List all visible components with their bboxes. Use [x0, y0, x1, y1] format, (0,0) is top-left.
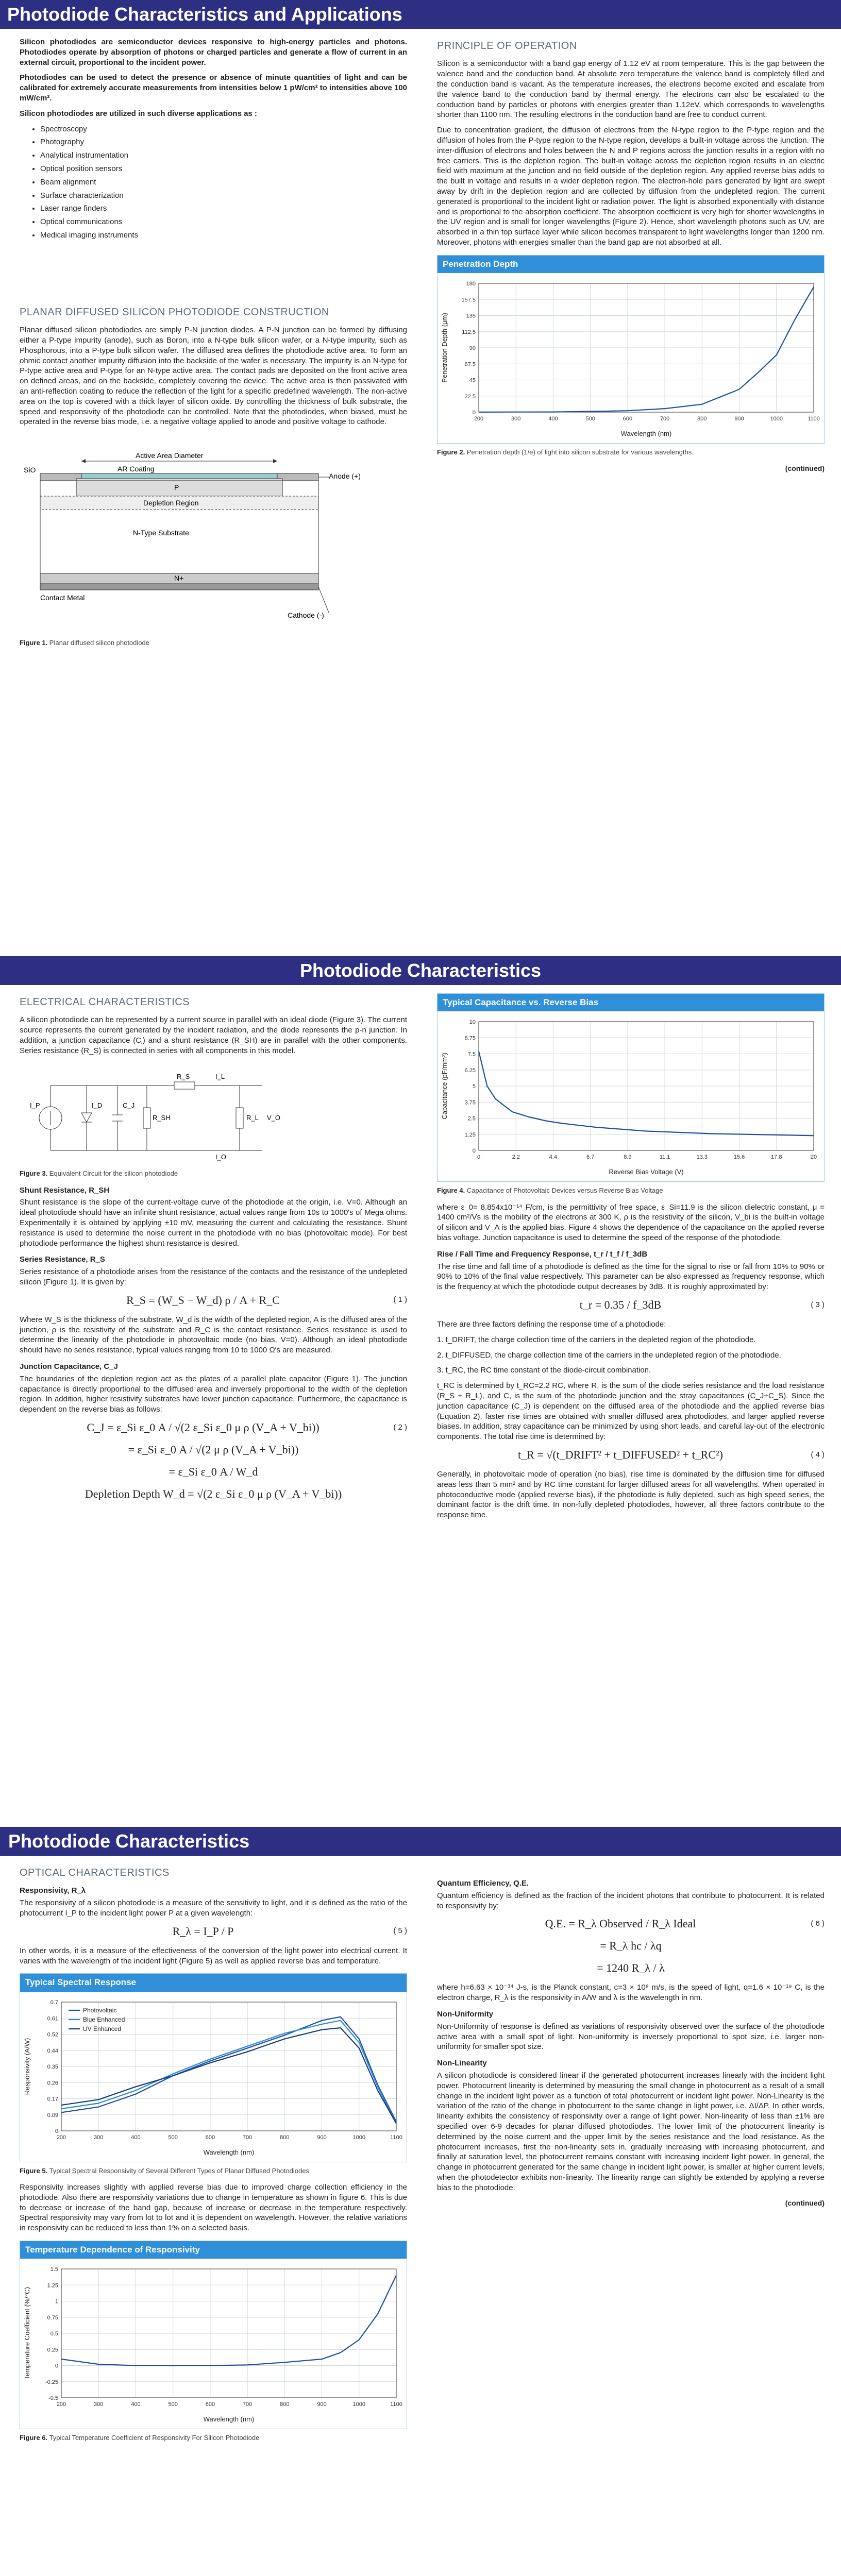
- legend-label: Photovoltaic: [83, 2006, 117, 2014]
- chart-svg: [438, 273, 824, 443]
- x-tick-label: 1100: [808, 416, 820, 422]
- x-tick-label: 200: [56, 2401, 66, 2408]
- y-tick-label: 1.5: [50, 2266, 58, 2273]
- intro-paragraph: Photodiodes can be used to detect the presence or absence of minute quantities of light and can be calibrated for extremely accurate measurements from intensities below 1 pW/cm² to intensities above 100 mW/cm².: [20, 73, 407, 103]
- photodiode-cross-section-diagram: [20, 443, 407, 633]
- x-tick-label: 700: [242, 2401, 253, 2408]
- x-tick-label: 0: [477, 1154, 481, 1161]
- list-item: • Analytical instrumentation: [40, 150, 407, 161]
- body-text: There are three factors defining the response time of a photodiode:: [437, 1320, 666, 1329]
- label-io: I_O: [215, 1153, 226, 1161]
- x-tick-label: 800: [280, 2401, 290, 2408]
- label-rl: R_L: [246, 1113, 259, 1122]
- subsection-title: Non-Uniformity: [437, 2010, 494, 2019]
- figure-caption: Figure 5. Typical Spectral Responsivity of Several Different Types of Planar Diffused Photodiodes: [20, 2166, 309, 2175]
- subsection-title: Rise / Fall Time and Frequency Response, t_r / t_f / f_3dB: [437, 1249, 648, 1259]
- label-cj: C_J: [123, 1101, 135, 1109]
- x-tick-label: 11.1: [659, 1154, 670, 1161]
- chart-svg: [20, 1992, 407, 2162]
- page-banner: Photodiode Characteristics and Applications: [0, 0, 841, 29]
- y-tick-label: -0.5: [48, 2395, 58, 2402]
- body-text: The rise time and fall time of a photodiode is defined as the time for the signal to rise or fall from 10% to 90% or 90% to 10% of the final value respectively. This parameter can be also expressed as frequency response, which is the frequency at which the photodiode output decreases by 3dB. It is roughly approximated by:: [437, 1262, 825, 1292]
- x-tick-label: 700: [660, 416, 670, 422]
- x-tick-label: 300: [94, 2134, 104, 2141]
- y-tick-label: 112.5: [462, 329, 476, 335]
- y-tick-label: 0.35: [47, 2063, 58, 2070]
- x-tick-label: 200: [474, 416, 484, 422]
- label-ar-coating: AR Coating: [117, 465, 155, 473]
- equation: Q.E. = R_λ Observed / R_λ Ideal ( 6 ): [545, 1917, 825, 1930]
- body-text: 3. t_RC, the RC time constant of the diode-circuit combination.: [437, 1366, 651, 1375]
- x-tick-label: 15.6: [733, 1154, 745, 1161]
- label-n-plus: N+: [174, 574, 184, 583]
- x-tick-label: 900: [734, 416, 744, 422]
- label-vo: V_O: [267, 1113, 281, 1122]
- label-sio2: SiO: [24, 466, 36, 474]
- y-tick-label: 180: [466, 281, 476, 287]
- chart-svg: [20, 2259, 407, 2429]
- series-line: [61, 2028, 396, 2124]
- series-line: [61, 2016, 396, 2122]
- page-1: [0, 0, 841, 953]
- body-text: The boundaries of the depletion region act as the plates of a parallel plate capacitor (Figure 1). The junction capacitance is directly proportional to the diffused area and inversely proportional to the width of the depletion region. In addition, higher resistivity substrates have lower junction capacitance. Furthermore, the capacitance is dependent on the reverse bias as follows:: [20, 1374, 407, 1414]
- figure-caption: Figure 4. Capacitance of Photovoltaic Devices versus Reverse Bias Voltage: [437, 1187, 663, 1195]
- intro-paragraph: Silicon photodiodes are utilized in such diverse applications as :: [20, 109, 257, 118]
- subsection-title: Junction Capacitance, C_J: [20, 1362, 118, 1371]
- subsection-title: Quantum Efficiency, Q.E.: [437, 1879, 529, 1888]
- page-banner: Photodiode Characteristics: [0, 956, 841, 985]
- x-tick-label: 600: [623, 416, 633, 422]
- y-tick-label: 67.5: [464, 361, 476, 368]
- equation: = ε_Si ε_0 A / W_d: [169, 1465, 258, 1478]
- label-rs: R_S: [177, 1072, 190, 1080]
- y-axis-label: Penetration Depth (µm): [441, 313, 448, 383]
- subsection-title: Series Resistance, R_S: [20, 1255, 105, 1264]
- x-axis-label: Wavelength (nm): [203, 2415, 255, 2424]
- x-tick-label: 700: [242, 2134, 253, 2141]
- equation: = ε_Si ε_0 A / √(2 μ ρ (V_A + V_bi)): [128, 1443, 299, 1456]
- x-tick-label: 1000: [770, 416, 783, 422]
- y-tick-label: 135: [466, 313, 476, 319]
- y-tick-label: 0: [472, 1148, 476, 1155]
- y-tick-label: 0.52: [47, 2031, 58, 2038]
- x-axis-label: Wavelength (nm): [620, 430, 672, 438]
- page-2: [0, 953, 841, 1824]
- equation: Depletion Depth W_d = √(2 ε_Si ε_0 μ ρ (V_A + V_bi)): [85, 1487, 342, 1500]
- penetration-depth-chart: [437, 255, 825, 444]
- y-tick-label: 0.17: [47, 2096, 58, 2103]
- page-3: [0, 1824, 841, 2576]
- equation: R_λ = I_P / P ( 5 ): [172, 1924, 407, 1938]
- x-axis-label: Wavelength (nm): [203, 2148, 255, 2156]
- equation: R_S = (W_S − W_d) ρ / A + R_C ( 1 ): [126, 1293, 407, 1307]
- y-tick-label: 90: [469, 345, 476, 352]
- y-tick-label: 45: [469, 377, 476, 384]
- figure-caption: Figure 6. Typical Temperature Coefficient of Responsivity For Silicon Photodiode: [20, 2434, 260, 2442]
- x-tick-label: 20: [810, 1154, 817, 1161]
- subsection-title: Shunt Resistance, R_SH: [20, 1185, 110, 1195]
- y-tick-label: 7.5: [467, 1051, 476, 1058]
- subsection-title: Responsivity, R_λ: [20, 1886, 86, 1895]
- x-tick-label: 4.4: [549, 1154, 558, 1161]
- y-tick-label: 6.25: [464, 1067, 476, 1074]
- x-tick-label: 6.7: [586, 1154, 595, 1161]
- label-anode: Anode (+): [329, 472, 361, 481]
- body-text: Generally, in photovoltaic mode of operation (no bias), rise time is dominated by the diffusion time for diffused areas less than 5 mm² and by RC time constant for larger diffused areas for all wavelengths. When operated in photoconductive mode (applied reverse bias), if the photodiode is fully depleted, such as high speed series, the dominant factor is the drift time. In non-fully depleted photodiodes, however, all three factors contribute to the response time.: [437, 1470, 825, 1520]
- y-tick-label: 0.7: [50, 1999, 58, 2006]
- right-column: [437, 1864, 825, 2208]
- x-tick-label: 500: [168, 2401, 178, 2408]
- y-tick-label: -0.25: [45, 2379, 58, 2386]
- label-depletion: Depletion Region: [143, 499, 199, 507]
- body-text: Where W_S is the thickness of the substrate, W_d is the width of the depleted region, A is the diffused area of the junction, ρ is the resistivity of the substrate and R_C is the contact resistance. Series resistance is used to determine the linearity of the photodiode in photovoltaic mode (no bias, V=0). Although an ideal photodiode should have no series resistance, typical values ranging from 10 to 1000 Ω's are measured.: [20, 1315, 407, 1355]
- list-item: • Spectroscopy: [40, 124, 407, 134]
- body-text: Planar diffused silicon photodiodes are simply P-N junction diodes. A P-N junction can be formed by diffusing either a P-type impurity (anode), such as Boron, into a N-type bulk silicon wafer, or a N-type impurity, such as Phosphorous, into a P-type bulk silicon wafer. The diffused area defines the photodiode active area. To form an ohmic contact another impurity diffusion into the backside of the wafer is necessary. The impurity is an N-type for P-type active area and P-type for an N-type active area. The contact pads are deposited on the front active area on defined areas, and on the backside, completely covering the device. The active area is then passivated with an anti-reflection coating to reduce the reflection of the light for a specific predefined wavelength. The non-active area on the top is covered with a thick layer of silicon oxide. By controlling the thickness of bulk substrate, the speed and responsivity of the photodiode can be controlled. Note that the photodiodes, when biased, must be operated in the reverse bias mode, i.e. a negative voltage applied to anode and positive voltage to cathode.: [20, 326, 407, 427]
- body-text: Shunt resistance is the slope of the current-voltage curve of the photodiode at the origin, i.e. V=0. Although an ideal photodiode should have an infinite shunt resistance, actual values range from 10s to 1000's of Mega ohms. Experimentally it is obtained by applying ±10 mV, measuring the current and calculating the resistance. Shunt resistance is used to determine the noise current in the photodiode with no bias (photovoltaic mode). For best photodiode performance the highest shunt resistance is desired.: [20, 1198, 407, 1248]
- body-text: A silicon photodiode can be represented by a current source in parallel with an ideal diode (Figure 3). The current source represents the current generated by the incident radiation, and the diode represents the p-n junction. In addition, a junction capacitance (Cⱼ) and a shunt resistance (R_SH) are in parallel with the other components. Series resistance (R_S) is connected in series with all components in this model.: [20, 1015, 407, 1055]
- x-tick-label: 600: [205, 2401, 215, 2408]
- right-column: [437, 993, 825, 1526]
- body-text: Due to concentration gradient, the diffusion of electrons from the N-type region to the P-type region and the diffusion of holes from the P-type region to the N-type region, develops a built-in voltage across the junction. The inter-diffusion of electrons and holes between the N and P regions across the junction results in a region with no free carriers. This is the depletion region. The built-in voltage across the depletion region results in an electric field with maximum at the junction and no field outside of the depletion region. Any applied reverse bias adds to the built in voltage and results in a wider depletion region. The electron-hole pairs generated by light are swept away by drift in the depletion region and are collected by diffusion from the undepleted region. The current generated is proportional to the incident light or radiation power. The light is absorbed exponentially with distance and is proportional to the absorption coefficient. The absorption coefficient is very high for shorter wavelengths in the UV region and is small for longer wavelengths (Figure 2). Hence, short wavelength photons such as UV, are absorbed in a thin top surface layer while silicon becomes transparent to light wavelengths longer than 1200 nm. Moreover, photons with energies smaller than the band gap are not absorbed at all.: [437, 126, 825, 247]
- section-title: PLANAR DIFFUSED SILICON PHOTODIODE CONSTRUCTION: [20, 306, 329, 318]
- y-tick-label: 1: [55, 2298, 58, 2305]
- y-tick-label: 5: [472, 1083, 476, 1090]
- chart-title: Temperature Dependence of Responsivity: [20, 2241, 407, 2259]
- page-banner: Photodiode Characteristics: [0, 1827, 841, 1856]
- label-ip: I_P: [30, 1101, 40, 1109]
- left-column: [20, 37, 407, 654]
- list-item: • Optical communications: [40, 217, 407, 227]
- y-tick-label: 0.75: [47, 2315, 58, 2321]
- label-id: I_D: [92, 1101, 103, 1109]
- x-tick-label: 200: [56, 2134, 66, 2141]
- equation: C_J = ε_Si ε_0 A / √(2 ε_Si ε_0 μ ρ (V_A + V_bi)) ( 2 ): [87, 1420, 407, 1434]
- x-tick-label: 500: [585, 416, 595, 422]
- y-tick-label: 0.09: [47, 2112, 58, 2119]
- list-item: • Surface characterization: [40, 191, 407, 201]
- y-tick-label: 0: [55, 2128, 58, 2134]
- x-tick-label: 900: [317, 2134, 327, 2141]
- equation: t_R = √(t_DRIFT² + t_DIFFUSED² + t_RC²) ( 4 ): [518, 1448, 825, 1461]
- x-tick-label: 400: [131, 2401, 141, 2408]
- equation: = 1240 R_λ / λ: [597, 1961, 665, 1975]
- list-item: • Optical position sensors: [40, 164, 407, 174]
- equation: = R_λ hc / λq: [600, 1939, 662, 1953]
- section-title: ELECTRICAL CHARACTERISTICS: [20, 996, 190, 1008]
- section-title: PRINCIPLE OF OPERATION: [437, 40, 577, 52]
- y-tick-label: 157.5: [461, 297, 476, 303]
- y-axis-label: Capacitance (pF/mm²): [441, 1053, 448, 1120]
- body-text: Quantum efficiency is defined as the fraction of the incident photons that contribute to photocurrent. It is related to responsivity by:: [437, 1891, 825, 1910]
- chart-title: Penetration Depth: [438, 256, 824, 273]
- list-item: • Photography: [40, 137, 407, 147]
- body-text: Series resistance of a photodiode arises from the resistance of the contacts and the resistance of the undepleted silicon (Figure 1). It is given by:: [20, 1267, 407, 1286]
- body-text: Silicon is a semiconductor with a band gap energy of 1.12 eV at room temperature. This is the gap between the valence band and the conduction band. At absolute zero temperature the valence band is completely filled and the conduction band is vacant. As the temperature increases, the electrons become excited and escalate from the valence band to the conduction band by thermal energy. The electrons can also be escalated to the conduction band by particles or photons with energies greater than 1.12eV, which corresponds to wavelengths shorter than 1100 nm. The resulting electrons in the conduction band are free to conduct current.: [437, 59, 825, 120]
- chart-title: Typical Capacitance vs. Reverse Bias: [438, 994, 824, 1011]
- figure-caption: Figure 2. Penetration depth (1/e) of light into silicon substrate for various wavelengths.: [437, 448, 694, 456]
- spectral-response-chart: [20, 1973, 407, 2162]
- body-text: 2. t_DIFFUSED, the charge collection time of the carriers in the undepleted region of the photodiode.: [437, 1350, 781, 1360]
- list-item: • Beam alignment: [40, 177, 407, 188]
- equation: t_r = 0.35 / f_3dB ( 3 ): [579, 1298, 825, 1311]
- x-tick-label: 13.3: [696, 1154, 708, 1161]
- y-tick-label: 0.5: [50, 2331, 58, 2337]
- label-n-substrate: N-Type Substrate: [133, 529, 189, 537]
- series-line: [61, 2276, 396, 2366]
- y-tick-label: 10: [469, 1019, 476, 1026]
- y-axis-label: Temperature Coefficient (%/°C): [23, 2287, 31, 2380]
- y-tick-label: 0.44: [47, 2047, 58, 2054]
- legend-label: Blue Enhanced: [83, 2015, 125, 2023]
- label-p: P: [174, 483, 179, 492]
- capacitance-chart: [437, 993, 825, 1182]
- body-text: Non-Uniformity of response is defined as variations of responsivity observed over the surface of the photodiode active area with a small spot of light. Non-uniformity is inversely proportional to spot size, i.e. larger non-uniformity for smaller spot size.: [437, 2022, 825, 2052]
- x-tick-label: 900: [317, 2401, 327, 2408]
- y-tick-label: 3.75: [464, 1099, 476, 1106]
- body-text: t_RC is determined by t_RC=2.2 RC, where R, is the sum of the diode series resistance and the load resistance (R_S + R_L), and C, is the sum of the photodiode junction and the stray capacitances (C_J+C_S). Since the junction capacitance (C_J) is dependent on the diffused area of the photodiode and the applied reverse bias (Equation 2), faster rise times are obtained with smaller diffused area photodiodes, and larger applied reverse biases. In addition, stray capacitance can be minimized by using short leads, and careful lay-out of the electronic components. The total rise time is determined by:: [437, 1381, 825, 1442]
- label-cathode: Cathode (-): [288, 611, 324, 620]
- applications-list: [40, 124, 407, 241]
- x-tick-label: 1100: [390, 2401, 402, 2408]
- figure-caption: Figure 3. Equivalent Circuit for the silicon photodiode: [20, 1170, 178, 1178]
- x-tick-label: 1000: [352, 2134, 366, 2141]
- body-text: Responsivity increases slightly with applied reverse bias due to improved charge collection efficiency in the photodiode. Also there are responsivity variations due to change in temperature as shown in figure 6. This is due to decrease or increase of the band gap, because of increase or decrease in the temperature respectively. Spectral responsivity may vary from lot to lot and it is dependent on wavelength. However, the relative variations in responsivity can be reduced to less than 1% on a selected basis.: [20, 2183, 407, 2233]
- y-tick-label: 1.25: [464, 1132, 476, 1139]
- y-tick-label: 0: [472, 410, 476, 416]
- x-tick-label: 8.9: [624, 1154, 632, 1161]
- body-text: In other words, it is a measure of the effectiveness of the conversion of the light power into electrical current. It varies with the wavelength of the incident light (Figure 5) as well as applied reverse bias and temperature.: [20, 1946, 407, 1965]
- x-tick-label: 17.8: [771, 1154, 782, 1161]
- y-tick-label: 1.25: [47, 2282, 58, 2289]
- section-title: OPTICAL CHARACTERISTICS: [20, 1867, 170, 1878]
- legend-label: UV Enhanced: [83, 2025, 122, 2032]
- x-tick-label: 300: [511, 416, 521, 422]
- chart-title: Typical Spectral Response: [20, 1974, 407, 1991]
- y-axis-label: Responsivity (A/W): [23, 2038, 31, 2095]
- x-tick-label: 1100: [390, 2134, 402, 2141]
- right-column: [437, 37, 825, 473]
- body-text: 1. t_DRIFT, the charge collection time of the carriers in the depleted region of the photodiode.: [437, 1335, 756, 1344]
- x-tick-label: 600: [205, 2134, 215, 2141]
- y-tick-label: 0.25: [47, 2347, 58, 2353]
- label-rsh: R_SH: [153, 1113, 171, 1122]
- intro-paragraph: Silicon photodiodes are semiconductor devices responsive to high-energy particles and photons. Photodiodes operate by absorption of photons or charged particles and generate a flow of current in an external circuit, proportional to the incident power.: [20, 38, 407, 67]
- subsection-title: Non-Linearity: [437, 2059, 487, 2068]
- x-tick-label: 500: [168, 2134, 178, 2141]
- chart-svg: [438, 1011, 824, 1181]
- continued-label: (continued): [785, 2198, 825, 2207]
- x-tick-label: 1000: [352, 2401, 366, 2408]
- body-text: A silicon photodiode is considered linear if the generated photocurrent increases linearly with the incident light power. Photocurrent linearity is determined by measuring the small change in photocurrent as a result of a small change in the incident light power as a function of total photocurrent or incident light power. Non-Linearity is the variation of the ratio of the change in photocurrent to the same change in light power, i.e. ΔI/ΔP. In other words, linearity exhibits the consistency of responsivity over a range of light power. Non-linearity of less than ±1% are specified over 6-9 decades for planar diffused photodiodes. The lower limit of the photocurrent linearity is determined by the noise current and the upper limit by the series resistance and the load resistance. As the photocurrent increases, first the non-linearity sets in, gradually increasing with increasing photocurrent, and finally at saturation level, the photocurrent remains constant with increasing incident light power. In general, the change in photocurrent generated for the same change in incident light power, is smaller at higher current levels, when the photodetector exhibits non-linearity. The linearity range can slightly be extended by applying a reverse bias to the photodiode.: [437, 2071, 825, 2192]
- label-il: I_L: [215, 1072, 225, 1080]
- x-tick-label: 300: [94, 2401, 104, 2408]
- y-tick-label: 0.61: [47, 2015, 58, 2022]
- x-tick-label: 400: [131, 2134, 141, 2141]
- x-tick-label: 2.2: [512, 1154, 520, 1161]
- equivalent-circuit-diagram: [20, 1061, 407, 1164]
- temperature-dependence-chart: [20, 2241, 407, 2429]
- y-tick-label: 2.5: [467, 1115, 476, 1122]
- label-contact-metal: Contact Metal: [40, 594, 85, 602]
- x-tick-label: 400: [548, 416, 558, 422]
- left-column: [20, 1864, 407, 2450]
- y-tick-label: 8.75: [464, 1035, 476, 1042]
- body-text: where h=6.63 × 10⁻³⁴ J-s, is the Planck constant, c=3 × 10⁸ m/s, is the speed of light, q=1.6 × 10⁻¹⁹ C, is the electron charge, R_λ is the responsivity in A/W and λ is the wavelength in nm.: [437, 1983, 825, 2003]
- left-column: [20, 993, 407, 1509]
- series-line: [479, 1052, 814, 1136]
- body-text: where ε_0= 8.854x10⁻¹⁴ F/cm, is the permittivity of free space, ε_Si=11.9 is the silicon dielectric constant, μ = 1400 cm²/Vs is the mobility of the electrons at 300 K, ρ is the resistivity of the silicon, V_bi is the built-in voltage of silicon and V_A is the applied bias. Figure 4 shows the dependence of the capacitance on the applied reverse bias voltage. Junction capacitance is used to determine the speed of the response of the photodiode.: [437, 1202, 825, 1242]
- series-line: [479, 287, 814, 412]
- list-item: • Medical imaging instruments: [40, 230, 407, 241]
- y-tick-label: 0: [55, 2363, 58, 2369]
- list-item: • Laser range finders: [40, 204, 407, 214]
- x-tick-label: 800: [697, 416, 707, 422]
- series-line: [61, 2021, 396, 2124]
- y-tick-label: 0.26: [47, 2080, 58, 2087]
- continued-label: (continued): [785, 464, 825, 473]
- figure-caption: Figure 1. Planar diffused silicon photodiode: [20, 638, 149, 647]
- label-active-area: Active Area Diameter: [136, 451, 204, 460]
- x-axis-label: Reverse Bias Voltage (V): [609, 1168, 684, 1176]
- x-tick-label: 800: [280, 2134, 290, 2141]
- y-tick-label: 22.5: [464, 393, 476, 400]
- body-text: The responsivity of a silicon photodiode is a measure of the sensitivity to light, and it is defined as the ratio of the photocurrent I_P to the incident light power P at a given wavelength:: [20, 1899, 407, 1918]
